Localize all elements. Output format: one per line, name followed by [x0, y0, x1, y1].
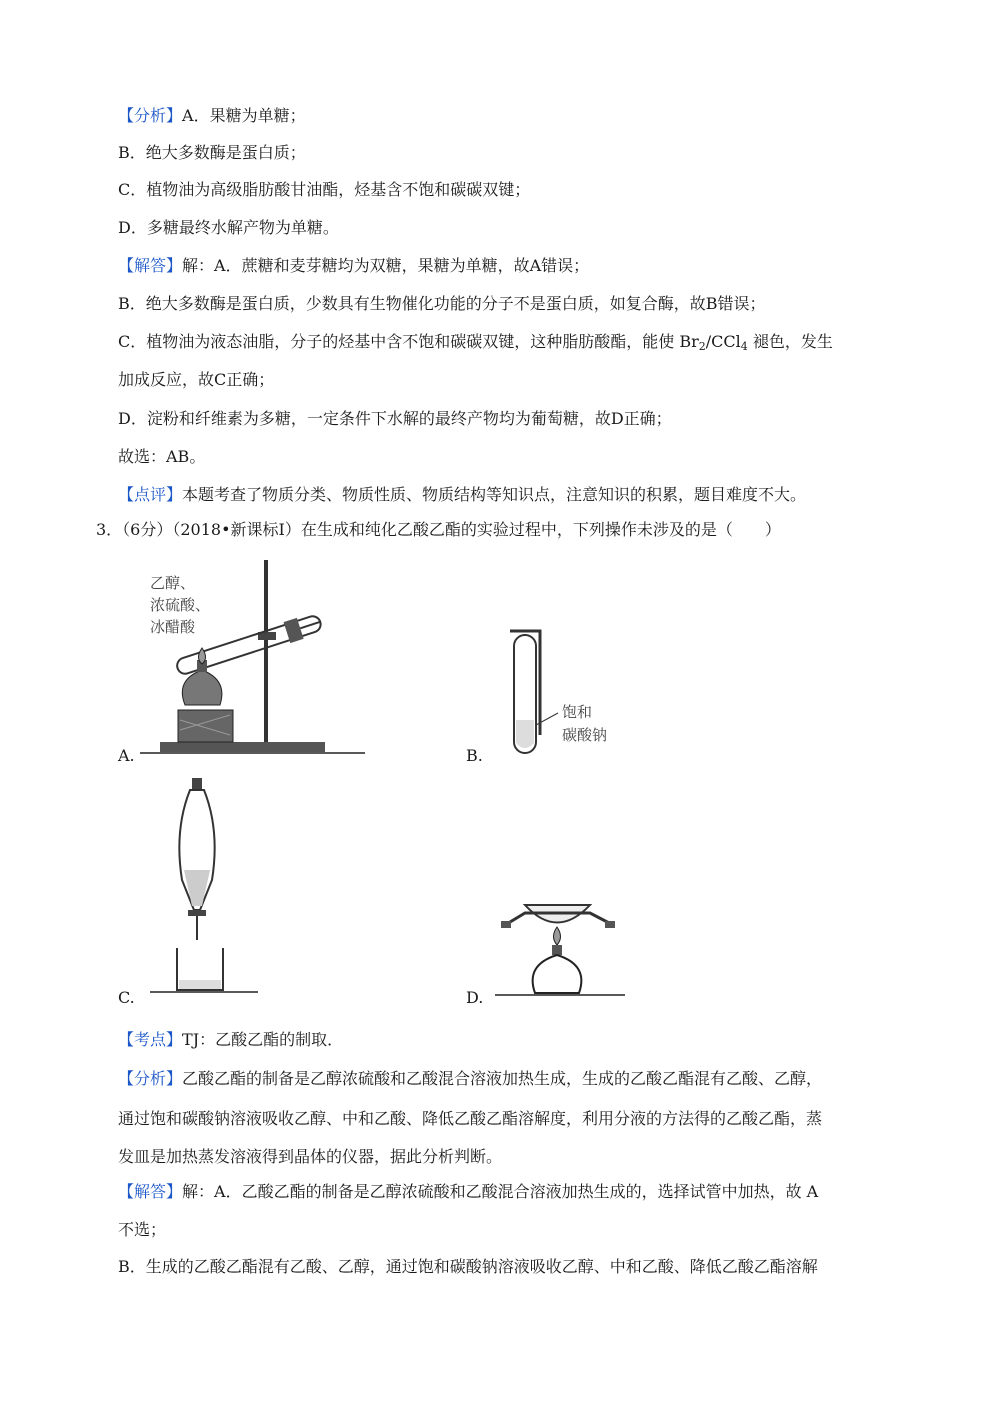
stand-base	[160, 742, 325, 752]
option-d-figure	[495, 885, 625, 1000]
analysis3-tag: 【分析】	[118, 1069, 183, 1088]
reagent-label-2: 浓硫酸、	[150, 596, 211, 614]
answer-tag: 【解答】	[118, 256, 183, 275]
analysis-line-d: D．多糖最终水解产物为单糖。	[118, 218, 339, 237]
option-a-figure	[140, 560, 370, 760]
option-b-figure	[500, 625, 630, 760]
answer3-line-2: 不选；	[118, 1220, 167, 1239]
answer-line-a: 【解答】解：A．蔗糖和麦芽糖均为双糖，果糖为单糖，故A错误；	[118, 256, 590, 275]
stopcock	[188, 910, 206, 916]
answer-line-b: B．绝大多数酶是蛋白质，少数具有生物催化功能的分子不是蛋白质，如复合酶，故B错误；	[118, 294, 766, 313]
reagent-label-1: 乙醇、	[150, 574, 196, 592]
analysis3-line-2: 通过饱和碳酸钠溶液吸收乙醇、中和乙酸、降低乙酸乙酯溶解度，利用分液的方法得的乙酸乙酯，蒸	[118, 1109, 823, 1128]
answer-choice: 故选：AB。	[118, 447, 206, 466]
reagent-label-2: 碳酸钠	[562, 726, 608, 744]
analysis-tag: 【分析】	[118, 106, 183, 125]
answer3-line-1: 【解答】解：A．乙酸乙酯的制备是乙醇浓硫酸和乙酸混合溶液加热生成的，选择试管中加热，故 A	[118, 1182, 819, 1201]
analysis-line-a: 【分析】A．果糖为单糖；	[118, 106, 306, 125]
analysis-line-b: B．绝大多数酶是蛋白质；	[118, 143, 306, 162]
kaodian-line: 【考点】TJ：乙酸乙酯的制取．	[118, 1030, 344, 1049]
answer-line-d: D．淀粉和纤维素为多糖，一定条件下水解的最终产物均为葡萄糖，故D正确；	[118, 409, 672, 428]
question-3: 3．（6分）（2018•新课标Ⅰ）在生成和纯化乙酸乙酯的实验过程中，下列操作未涉及的是（ ）	[96, 520, 781, 539]
answer3-tag: 【解答】	[118, 1182, 183, 1201]
option-a-label: A.	[118, 746, 135, 765]
option-c-figure	[140, 770, 260, 1002]
reagent-label-3: 冰醋酸	[150, 618, 196, 636]
answer-line-c2: 加成反应，故C正确；	[118, 370, 275, 389]
option-c-label: C.	[118, 988, 135, 1007]
answer3-line-3: B．生成的乙酸乙酯混有乙酸、乙醇，通过饱和碳酸钠溶液吸收乙醇、中和乙酸、降低乙酸乙酯溶解	[118, 1257, 818, 1276]
wooden-block	[178, 710, 233, 742]
answer-line-c: C．植物油为液态油脂，分子的烃基中含不饱和碳碳双键，这种脂肪酸酯，能使 $Br_2/CCl_4$ 褪色，发生	[118, 332, 833, 353]
option-b-label: B.	[466, 746, 483, 765]
analysis3-line-3: 发皿是加热蒸发溶液得到晶体的仪器，据此分析判断。	[118, 1147, 503, 1166]
option-d-label: D.	[466, 988, 484, 1007]
review-line: 【点评】本题考查了物质分类、物质性质、物质结构等知识点，注意知识的积累，题目难度不大。	[118, 485, 807, 504]
review-tag: 【点评】	[118, 485, 183, 504]
stand-rod	[264, 560, 268, 745]
alcohol-lamp	[182, 670, 222, 705]
analysis-line-c: C．植物油为高级脂肪酸甘油酯，烃基含不饱和碳碳双键；	[118, 180, 531, 199]
alcohol-lamp	[533, 955, 582, 993]
kaodian-tag: 【考点】	[118, 1030, 183, 1049]
reagent-label-1: 饱和	[562, 703, 593, 721]
analysis3-line-1: 【分析】乙酸乙酯的制备是乙醇浓硫酸和乙酸混合溶液加热生成，生成的乙酸乙酯混有乙酸、乙醇，	[118, 1069, 823, 1088]
